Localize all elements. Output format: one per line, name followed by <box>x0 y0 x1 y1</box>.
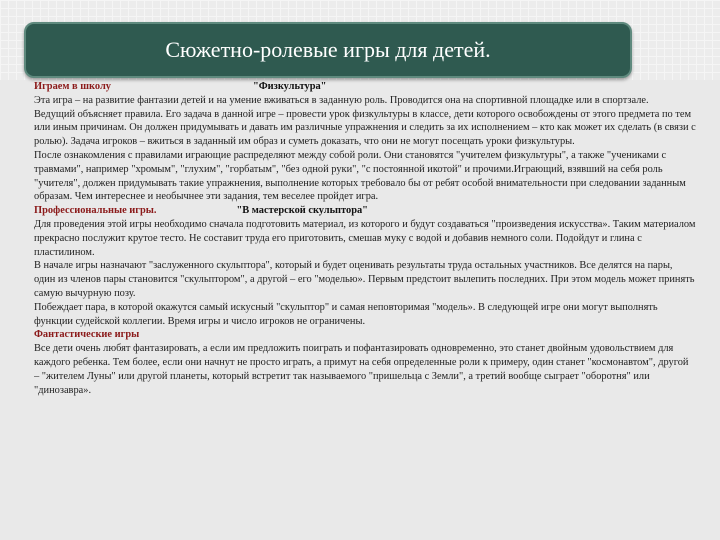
paragraph: Для проведения этой игры необходимо сначала подготовить материал, из которого и будут создаваться "произведения искусства». Таким материалом прекрасно послужит крутое тесто. Не составит труда его приготовить, смешав муку с водой и добавив немного соли. Подойдут и глина с пластилином. <box>34 218 696 258</box>
content-body <box>34 80 696 532</box>
section-heading-fantasy: Фантастические игры <box>34 329 140 341</box>
section-fantasy-header <box>34 328 696 342</box>
paragraph: После ознакомления с правилами играющие распределяют между собой роли. Они становятся "учителем физкультуры", а также "учениками с травмами", например "хромым", "глухим", "горбатым", "без одной руки", "с постоянной икотой" и прочими.Играющий, взявший на себя роль "учителя", должен придумывать такие упражнения, выполнение которых требовало бы от ребят особой внимательности при следовании заданным образам. Чем интереснее и необычнее эти задания, тем веселее пройдет игра. <box>34 149 686 203</box>
paragraph: В начале игры назначают "заслуженного скульптора", который и будет оценивать результаты труда остальных участников. Все делятся на пары, один из членов пары становится "скульптором", а другой – его "моделью». Первым предстоит вылепить последних. При этом модель может принять самую вычурную позу. <box>34 260 695 299</box>
section-heading-school: Играем в школу <box>34 81 111 92</box>
section-heading-professional: Профессиональные игры. <box>34 205 157 217</box>
paragraph: Эта игра – на развитие фантазии детей и на умение вживаться в заданную роль. Проводится она на спортивной площадке или в спортзале. <box>34 94 649 106</box>
game-name-sculptor: "В мастерской скульптора" <box>236 205 368 217</box>
paragraph: Ведущий объясняет правила. Его задача в данной игре – провести урок физкультуры в классе, дети которого освобождены от этого предмета по тем или иным причинам. Он должен придумывать и давать им различные упражнения и следить за их исполнением – кто как может их сделать (в связи с ролью). Задача игроков – вжиться в заданный им образ и суметь доказать, что они не могут посещать уроки физкультуры. <box>34 108 696 148</box>
paragraph: Все дети очень любят фантазировать, а если им предложить поиграть и пофантазировать одновременно, это станет двойным удовольствием для каждого ребенка. Тем более, если они начнут не просто играть, а примут на себя определенные роли к примеру, один станет "космонавтом", другой – "жителем Луны" или другой планеты, который встретит так называемого "пришельца с Земли", а третий вообще сыграет "оборотня" или "динозавра». <box>34 343 689 396</box>
page-title: Сюжетно-ролевые игры для детей. <box>165 37 491 62</box>
section-professional-header <box>34 204 696 218</box>
title-banner <box>24 22 632 78</box>
game-name-physical-education: "Физкультура" <box>252 81 327 92</box>
paragraph: Побеждает пара, в которой окажутся самый искусный "скульптор" и самая неповторимая "модель». В следующей игре они могут выполнять функции судейской коллегии. Время игры и число игроков не ограничены. <box>34 301 658 327</box>
section-school-header <box>34 80 696 94</box>
